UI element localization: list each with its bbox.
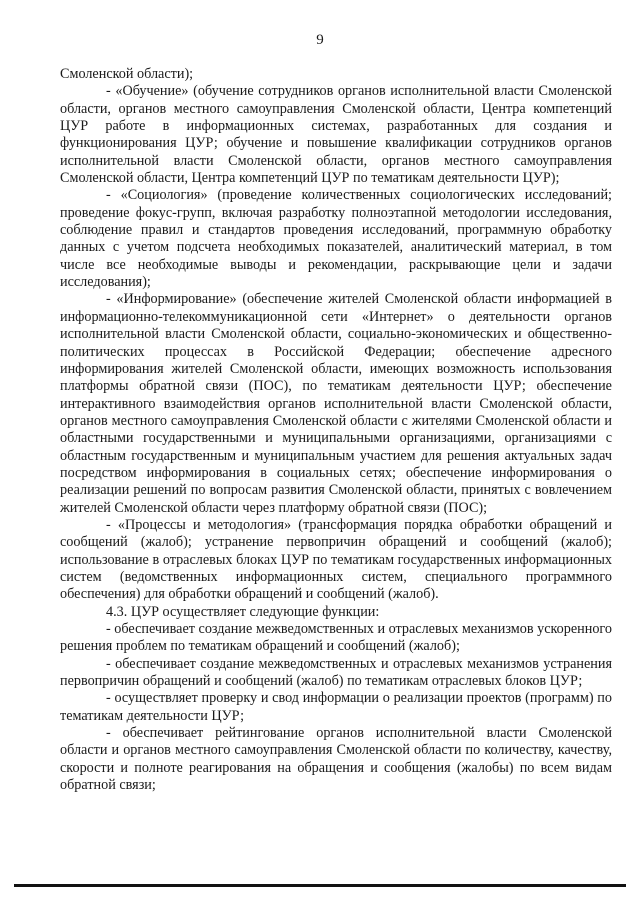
function-item-4: - обеспечивает рейтингование органов исполнительной власти Смоленской области и органов местного самоуправления Смоленской области по количеству, качеству, скорости и полноте реагирования на обращения и сообщения (жалобы) по всем видам обратной связи; [60,725,612,794]
paragraph-sociologiya: - «Социология» (проведение количественных социологических исследований; проведение фокус-групп, включая разработку полноэтапной методологии исследования, соблюдение правил и стандартов проведения исследований, программную обработку данных с учетом подсчета необходимых показателей, аналитический материал, в том числе все необходимые выводы и рекомендации, раскрывающие цели и задачи исследования); [60,187,612,291]
section-heading-4-3: 4.3. ЦУР осуществляет следующие функции: [106,603,380,620]
page-number: 9 [316,32,324,48]
function-item-2: - обеспечивает создание межведомственных и отраслевых механизмов устранения первопричин обращений и сообщений (жалоб) по тематикам отраслевых блоков ЦУР; [60,655,612,690]
document-body [60,66,612,794]
function-item-3: - осуществляет проверку и свод информации о реализации проектов (программ) по тематикам деятельности ЦУР; [60,690,612,724]
paragraph-informirovanie: - «Информирование» (обеспечение жителей Смоленской области информацией в информационно-телекоммуникационной сети «Интернет» о деятельности органов исполнительной власти Смоленской области, социально-экономических и общественно-политических процессах в Российской Федерации; обеспечение адресного информирования жителей Смоленской области, имеющих возможность использования платформы обратной связи (ПОС), по тематикам деятельности ЦУР; обеспечение интерактивного взаимодействия органов исполнительной власти Смоленской области, органов местного самоуправления Смоленской области с жителями Смоленской области и областными государственными и муниципальными организациями, организациями с областным государственным и муниципальным участием для решения актуальных задач посредством информирования в социальных сетях; обеспечение информирования о реализации решений по вопросам развития Смоленской области, принятых с вовлечением жителей Смоленской области через платформу обратной связи (ПОС); [60,291,612,516]
paragraph-obuchenie: - «Обучение» (обучение сотрудников органов исполнительной власти Смоленской области, органов местного самоуправления Смоленской области, Центра компетенций ЦУР работе в информационных системах, разработанных для создания и функционирования ЦУР; обучение и повышение квалификации сотрудников органов исполнительной власти Смоленской области, органов местного самоуправления Смоленской области, Центра компетенций ЦУР по тематикам деятельности ЦУР); [60,83,612,187]
paragraph-continuation: Смоленской области); [60,66,194,82]
function-item-1: - обеспечивает создание межведомственных и отраслевых механизмов ускоренного решения проблем по тематикам обращений и сообщений (жалоб); [60,621,612,655]
bottom-scan-border [14,884,626,887]
paragraph-processy: - «Процессы и методология» (трансформация порядка обработки обращений и сообщений (жалоб); устранение первопричин обращений и сообщений (жалоб); использование в отраслевых блоках ЦУР по тематикам государственных информационных систем (ведомственных информационных систем, специального программного обеспечения) для обработки обращений и сообщений (жалоб). [60,516,612,603]
